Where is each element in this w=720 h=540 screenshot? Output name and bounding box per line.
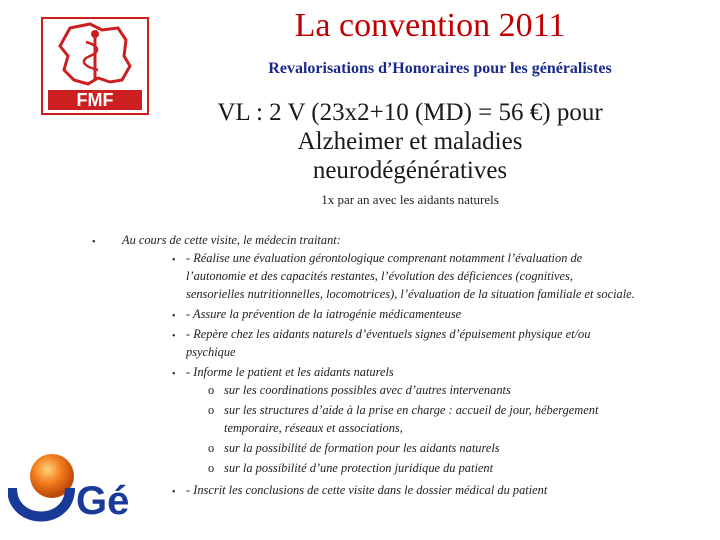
fmf-logo: [40, 16, 150, 116]
bullet: •: [172, 487, 176, 498]
subitem-line: sur la possibilité d’une protection juridique du patient: [224, 461, 494, 475]
item-line: - Informe le patient et les aidants naturels: [186, 365, 394, 379]
sub-bullet: o: [208, 383, 215, 397]
item-line: - Repère chez les aidants naturels d’éventuels signes d’épuisement physique et/ou: [186, 327, 591, 341]
fmf-logo-text: FMF: [76, 90, 114, 110]
vl-heading: [170, 98, 650, 185]
vl-frequency: 1x par an avec les aidants naturels: [321, 192, 499, 207]
item-line-last: - Inscrit les conclusions de cette visite dans le dossier médical du patient: [186, 483, 548, 497]
uge-logo-text: Gé: [76, 479, 130, 523]
vl-line-3: neurodégénératives: [312, 157, 508, 184]
item-line: l’autonomie et des capacités restantes, l’évolution des déficiences (cognitives,: [186, 269, 573, 283]
sub-bullet: o: [208, 461, 215, 475]
page-subtitle: Revalorisations d’Honoraires pour les généralistes: [268, 60, 612, 77]
subitem-line: sur les coordinations possibles avec d’autres intervenants: [224, 383, 511, 397]
bullet: •: [172, 255, 176, 266]
sub-bullet: o: [208, 441, 215, 455]
sub-bullet: o: [208, 403, 215, 417]
intro-text: Au cours de cette visite, le médecin traitant:: [122, 233, 341, 247]
vl-line-2: Alzheimer et maladies: [297, 128, 523, 155]
bullet: •: [92, 237, 96, 248]
item-line: - Réalise une évaluation gérontologique comprenant notamment l’évaluation de: [186, 251, 583, 265]
subitem-line: temporaire, réseaux et associations,: [224, 421, 403, 435]
item-line: psychique: [186, 345, 236, 359]
bullet: •: [172, 369, 176, 380]
bullet: •: [172, 331, 176, 342]
bullet: •: [172, 311, 176, 322]
uge-logo: [8, 454, 158, 526]
vl-line-1: VL : 2 V (23x2+10 (MD) = 56 €) pour: [217, 99, 603, 126]
subitem-line: sur les structures d’aide à la prise en charge : accueil de jour, hébergement: [224, 403, 599, 417]
item-line: - Assure la prévention de la iatrogénie médicamenteuse: [186, 307, 462, 321]
item-line: sensorielles nutritionnelles, locomotrices), l’évaluation de la situation familiale et sociale.: [186, 287, 635, 301]
page-title: La convention 2011: [294, 7, 566, 44]
subitem-line: sur la possibilité de formation pour les aidants naturels: [224, 441, 500, 455]
